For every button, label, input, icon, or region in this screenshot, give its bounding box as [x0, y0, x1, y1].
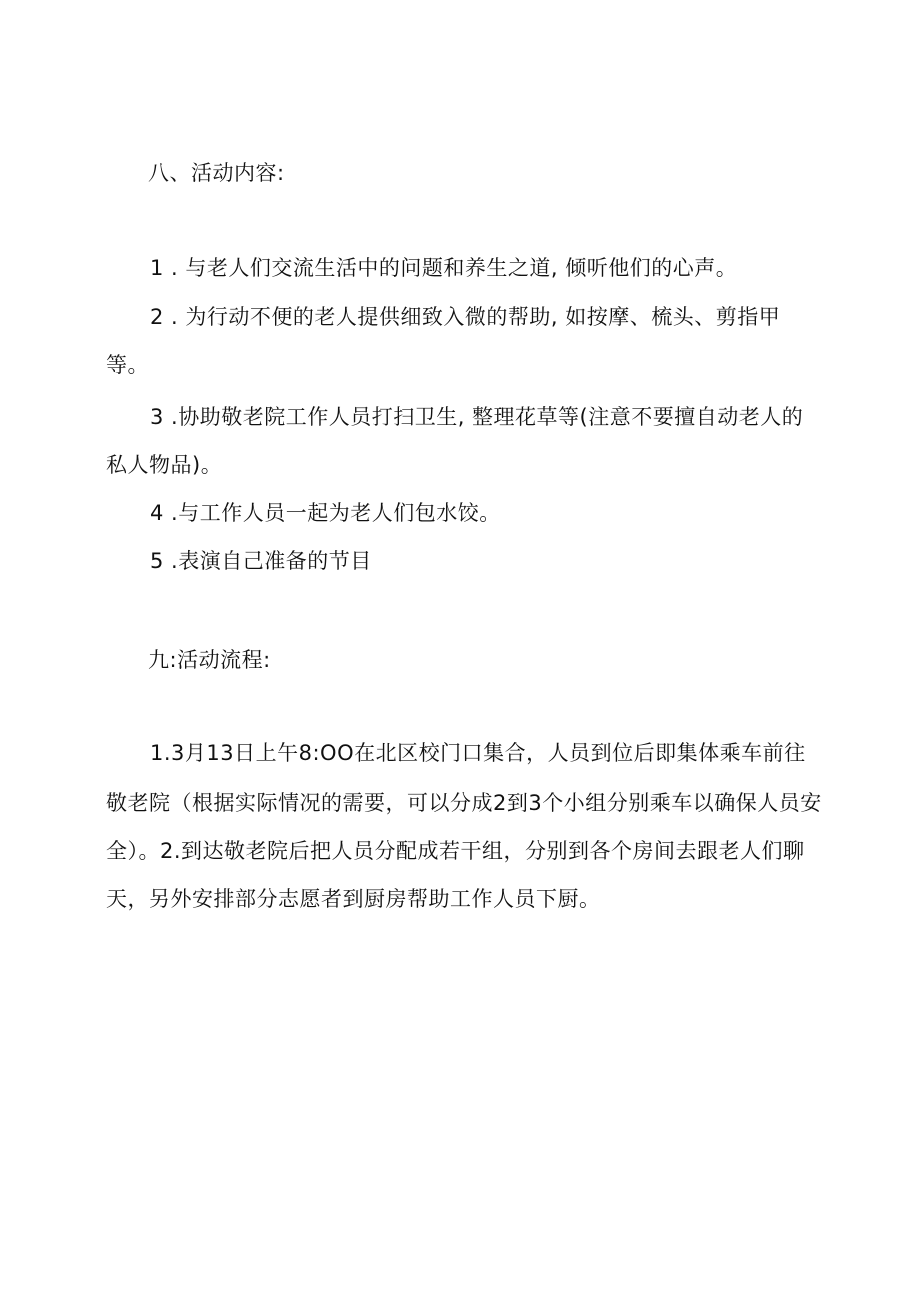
section-8-item-2-cont: 等。	[106, 353, 149, 377]
section-8-item-3-cont: 私人物品)。	[106, 453, 223, 477]
section-8-item-4: 4 .与工作人员一起为老人们包水饺。	[150, 501, 501, 525]
section-8-item-1: 1 . 与老人们交流生活中的问题和养生之道, 倾听他们的心声。	[150, 256, 738, 280]
section-9-line-1: 1.3月13日上午8:OO在北区校门口集合，人员到位后即集体乘车前往	[150, 741, 806, 765]
section-9-line-3: 全）。2.到达敬老院后把人员分配成若干组，分别到各个房间去跟老人们聊	[106, 839, 805, 863]
section-9-line-2: 敬老院（根据实际情况的需要，可以分成2到3个小组分别乘车以确保人员安	[106, 791, 822, 815]
section-9-line-4: 天，另外安排部分志愿者到厨房帮助工作人员下厨。	[106, 887, 601, 911]
section-8-heading: 八、活动内容:	[148, 161, 285, 185]
section-8-item-5: 5 .表演自己准备的节目	[150, 549, 372, 573]
section-9-heading: 九:活动流程:	[148, 648, 271, 672]
section-8-item-3: 3 .协助敬老院工作人员打扫卫生, 整理花草等(注意不要擅自动老人的	[150, 405, 804, 429]
section-8-item-2: 2 . 为行动不便的老人提供细致入微的帮助, 如按摩、梳头、剪指甲	[150, 305, 781, 329]
